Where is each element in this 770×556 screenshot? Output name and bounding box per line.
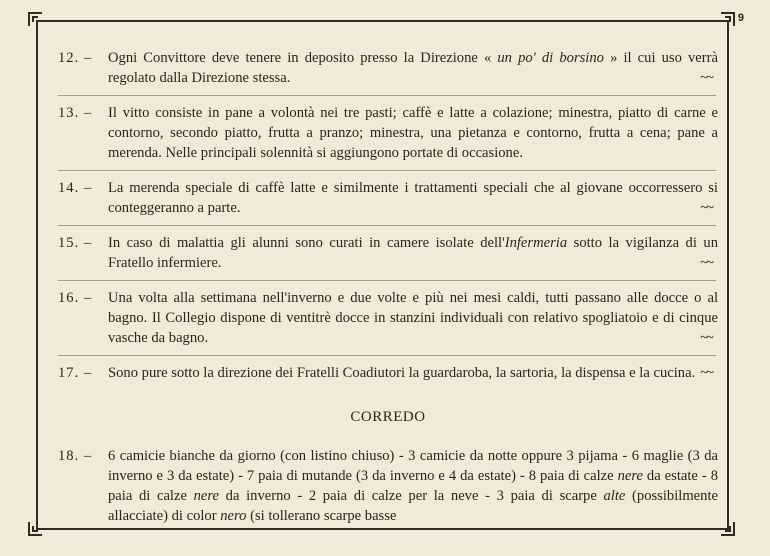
text-run: Il vitto consiste in pane a volontà nei tre pasti; caffè e latte a colazione; minestra, piatto di carne e contorno, secondo piatto, frutta a pranzo; minestra, una pietanza e contorno, frutta a cena; pane a merenda. Nelle principali solennità si aggiungono portate di occasione.	[108, 105, 718, 161]
text-run: Ogni Convittore deve tenere in deposito presso la Direzione «	[108, 50, 498, 66]
paragraph-16	[58, 288, 718, 348]
italic-text: Infermeria	[504, 235, 568, 251]
end-mark-tilde: ~~	[700, 330, 712, 346]
paragraph-number: 13. –	[58, 105, 93, 121]
end-mark-tilde: ~~	[700, 255, 712, 271]
paragraph-number: 14. –	[58, 180, 93, 196]
text-run: In caso di malattia gli alunni sono curati in camere isolate dell'	[108, 235, 505, 251]
text-run: da inverno - 2 paia di calze per la neve - 3 paia di scarpe	[219, 488, 604, 504]
paragraph-text	[108, 48, 718, 88]
section-heading: CORREDO	[350, 409, 426, 425]
text-run: (si tollerano scarpe basse	[246, 508, 397, 524]
paragraph-15	[58, 233, 718, 273]
paragraph-number: 15. –	[58, 235, 93, 251]
frame-bottom-line	[36, 528, 728, 530]
paragraph-text	[108, 233, 718, 273]
italic-text: nere	[617, 468, 643, 484]
frame-top-line	[36, 20, 728, 22]
text-run: » il cui uso verrà regolato dalla Direzione stessa.	[108, 50, 718, 86]
page-number: 9	[737, 12, 744, 24]
corner-ornament-bottom-right	[721, 522, 735, 536]
divider	[58, 95, 716, 96]
frame-right-line	[727, 20, 729, 530]
text-run: sotto la vigilanza di un Fratello infermiere.	[108, 235, 718, 271]
paragraph-text	[108, 446, 718, 526]
text-run: Una volta alla settimana nell'inverno e due volte e più nei mesi caldi, tutti passano alle docce o al bagno. Il Collegio dispone di ventitrè docce in stanzini individuali con relativo spogliatoio e di cinque vasche da bagno.	[108, 290, 718, 346]
text-run: (possibilmente allacciate) di color	[108, 488, 718, 524]
italic-text: un po' di borsino	[497, 50, 604, 66]
paragraph-number: 12. –	[58, 50, 93, 66]
paragraph-14	[58, 178, 718, 218]
text-run: da estate - 8 paia di calze	[108, 468, 718, 504]
corner-ornament-top-right	[721, 12, 735, 26]
text-run: Sono pure sotto la direzione dei Fratelli Coadiutori la guardaroba, la sartoria, la dispensa e la cucina.	[108, 365, 696, 381]
paragraph-12	[58, 48, 718, 88]
paragraph-text	[108, 103, 718, 163]
paragraph-17	[58, 363, 718, 383]
document-content	[58, 48, 718, 526]
end-mark-tilde: ~~	[700, 70, 712, 86]
italic-text: nero	[220, 508, 247, 524]
rules-list	[58, 48, 718, 383]
paragraph-18	[58, 446, 718, 526]
paragraph-number: 17. –	[58, 365, 93, 381]
paragraph-text	[108, 178, 718, 218]
paragraph-13	[58, 103, 718, 163]
corner-ornament-top-left	[28, 12, 42, 26]
divider	[58, 280, 716, 281]
text-run: La merenda speciale di caffè latte e similmente i trattamenti speciali che al giovane occorressero si conteggeranno a parte.	[108, 180, 718, 216]
divider	[58, 170, 716, 171]
end-mark-tilde: ~~	[700, 200, 712, 216]
divider	[58, 355, 716, 356]
frame-left-line	[36, 20, 38, 530]
italic-text: nere	[193, 488, 219, 504]
text-run: 6 camicie bianche da giorno (con listino chiuso) - 3 camicie da notte oppure 3 pijama - 6 maglie (3 da inverno e 3 da estate) - 7 paia di mutande (3 da inverno e 4 da estate) - 8 paia di calze	[108, 448, 718, 484]
corner-ornament-bottom-left	[28, 522, 42, 536]
paragraph-text	[108, 288, 718, 348]
paragraph-number: 18. –	[58, 448, 93, 464]
divider	[58, 225, 716, 226]
end-mark-tilde: ~~	[700, 365, 712, 381]
paragraph-number: 16. –	[58, 290, 93, 306]
paragraph-text	[108, 363, 718, 383]
italic-text: alte	[603, 488, 626, 504]
